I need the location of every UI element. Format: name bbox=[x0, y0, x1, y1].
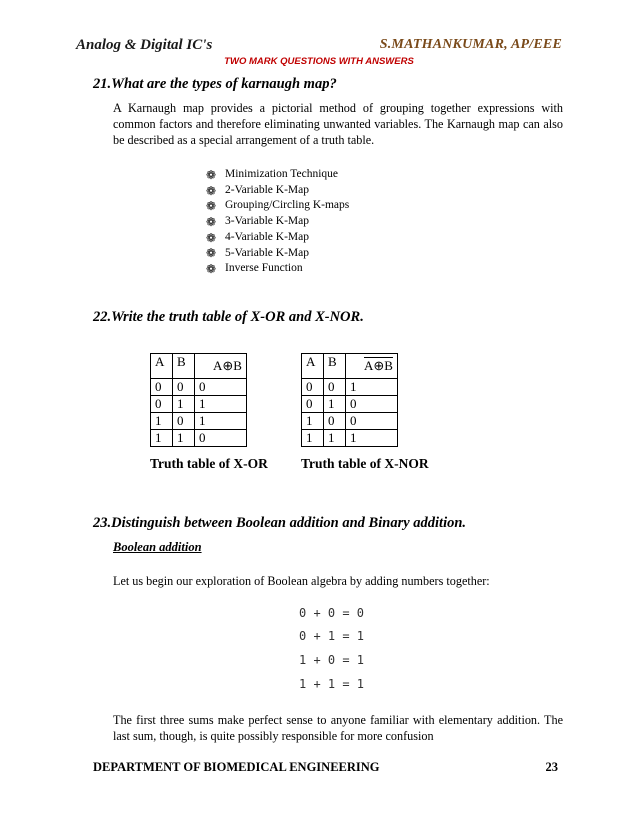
table-cell: 0 bbox=[346, 413, 398, 430]
header-cell-b: B bbox=[324, 354, 346, 379]
list-item-text: 5-Variable K-Map bbox=[225, 246, 309, 259]
page-header-left: Analog & Digital IC's bbox=[76, 37, 213, 53]
xor-table-caption: Truth table of X-OR bbox=[150, 456, 268, 471]
list-item bbox=[206, 230, 349, 246]
table-cell: 0 bbox=[151, 379, 173, 396]
question-21-heading: 21.What are the types of karnaugh map? bbox=[93, 76, 337, 92]
list-item bbox=[206, 198, 349, 214]
table-row bbox=[302, 396, 398, 413]
table-row bbox=[302, 379, 398, 396]
xor-truth-table bbox=[150, 353, 247, 447]
list-item-text: 2-Variable K-Map bbox=[225, 183, 309, 196]
boolean-addition-subheading: Boolean addition bbox=[113, 540, 202, 554]
list-item bbox=[206, 167, 349, 183]
header-cell-xor bbox=[195, 354, 247, 379]
list-item bbox=[206, 246, 349, 262]
flower-bullet-icon: ❁ bbox=[206, 183, 217, 198]
page-header-right: S.MATHANKUMAR, AP/EEE bbox=[379, 37, 562, 52]
xnor-header-text: A⊕B bbox=[364, 358, 393, 373]
flower-bullet-icon: ❁ bbox=[206, 214, 217, 229]
header-cell-b: B bbox=[173, 354, 195, 379]
table-cell: 0 bbox=[195, 430, 247, 447]
table-cell: 1 bbox=[302, 413, 324, 430]
table-cell: 1 bbox=[324, 396, 346, 413]
list-item-text: Minimization Technique bbox=[225, 168, 339, 180]
equation-line: 0 + 1 = 1 bbox=[299, 629, 365, 643]
flower-bullet-icon: ❁ bbox=[206, 246, 217, 261]
boolean-addition-intro: Let us begin our exploration of Boolean algebra by adding numbers together: bbox=[113, 574, 490, 588]
table-cell: 0 bbox=[324, 413, 346, 430]
equation-line: 0 + 0 = 0 bbox=[299, 606, 365, 620]
table-header-row bbox=[151, 354, 247, 379]
table-cell: 0 bbox=[173, 413, 195, 430]
table-row bbox=[151, 430, 247, 447]
table-cell: 0 bbox=[346, 396, 398, 413]
table-cell: 0 bbox=[151, 396, 173, 413]
table-cell: 1 bbox=[195, 413, 247, 430]
table-cell: 1 bbox=[151, 413, 173, 430]
list-item-text: Inverse Function bbox=[225, 262, 303, 275]
list-item-text: 4-Variable K-Map bbox=[225, 230, 309, 243]
karnaugh-types-list bbox=[206, 167, 349, 277]
question-21-paragraph: A Karnaugh map provides a pictorial method of grouping together expressions with common factors and therefore eliminating unwanted variables. The Karnaugh map can also be described as a special arrangement of a truth table. bbox=[113, 101, 563, 147]
table-cell: 1 bbox=[346, 430, 398, 447]
table-cell: 1 bbox=[151, 430, 173, 447]
list-item bbox=[206, 214, 349, 230]
table-cell: 1 bbox=[346, 379, 398, 396]
question-22-heading: 22.Write the truth table of X-OR and X-NOR. bbox=[93, 309, 364, 325]
page-number: 23 bbox=[545, 760, 558, 774]
table-row bbox=[302, 413, 398, 430]
table-row bbox=[151, 413, 247, 430]
footer-department: DEPARTMENT OF BIOMEDICAL ENGINEERING bbox=[93, 760, 380, 774]
page-header-subtitle: TWO MARK QUESTIONS WITH ANSWERS bbox=[224, 56, 414, 67]
table-cell: 0 bbox=[324, 379, 346, 396]
list-item bbox=[206, 183, 349, 199]
list-item bbox=[206, 261, 349, 277]
equation-line: 1 + 1 = 1 bbox=[299, 677, 365, 691]
table-cell: 1 bbox=[302, 430, 324, 447]
xor-header-text: A⊕B bbox=[213, 358, 242, 373]
list-item-text: Grouping/Circling K-maps bbox=[225, 199, 350, 212]
flower-bullet-icon: ❁ bbox=[206, 262, 217, 277]
flower-bullet-icon: ❁ bbox=[206, 199, 217, 214]
table-header-row bbox=[302, 354, 398, 379]
flower-bullet-icon: ❁ bbox=[206, 167, 217, 182]
table-cell: 1 bbox=[173, 430, 195, 447]
table-row bbox=[151, 379, 247, 396]
header-cell-xnor bbox=[346, 354, 398, 379]
xnor-truth-table bbox=[301, 353, 398, 447]
table-cell: 1 bbox=[173, 396, 195, 413]
table-row bbox=[302, 430, 398, 447]
table-cell: 1 bbox=[195, 396, 247, 413]
table-cell: 0 bbox=[195, 379, 247, 396]
header-cell-a: A bbox=[151, 354, 173, 379]
question-23-heading: 23.Distinguish between Boolean addition and Binary addition. bbox=[93, 515, 467, 531]
xnor-table-caption: Truth table of X-NOR bbox=[301, 456, 429, 471]
table-cell: 0 bbox=[173, 379, 195, 396]
equation-line: 1 + 0 = 1 bbox=[299, 653, 365, 667]
table-cell: 0 bbox=[302, 379, 324, 396]
list-item-text: 3-Variable K-Map bbox=[225, 215, 309, 228]
header-cell-a: A bbox=[302, 354, 324, 379]
table-cell: 1 bbox=[324, 430, 346, 447]
question-23-paragraph: The first three sums make perfect sense to anyone familiar with elementary addition. The last sum, though, is quite possibly responsible for more confusion bbox=[113, 713, 563, 743]
flower-bullet-icon: ❁ bbox=[206, 230, 217, 245]
table-cell: 0 bbox=[302, 396, 324, 413]
table-row bbox=[151, 396, 247, 413]
